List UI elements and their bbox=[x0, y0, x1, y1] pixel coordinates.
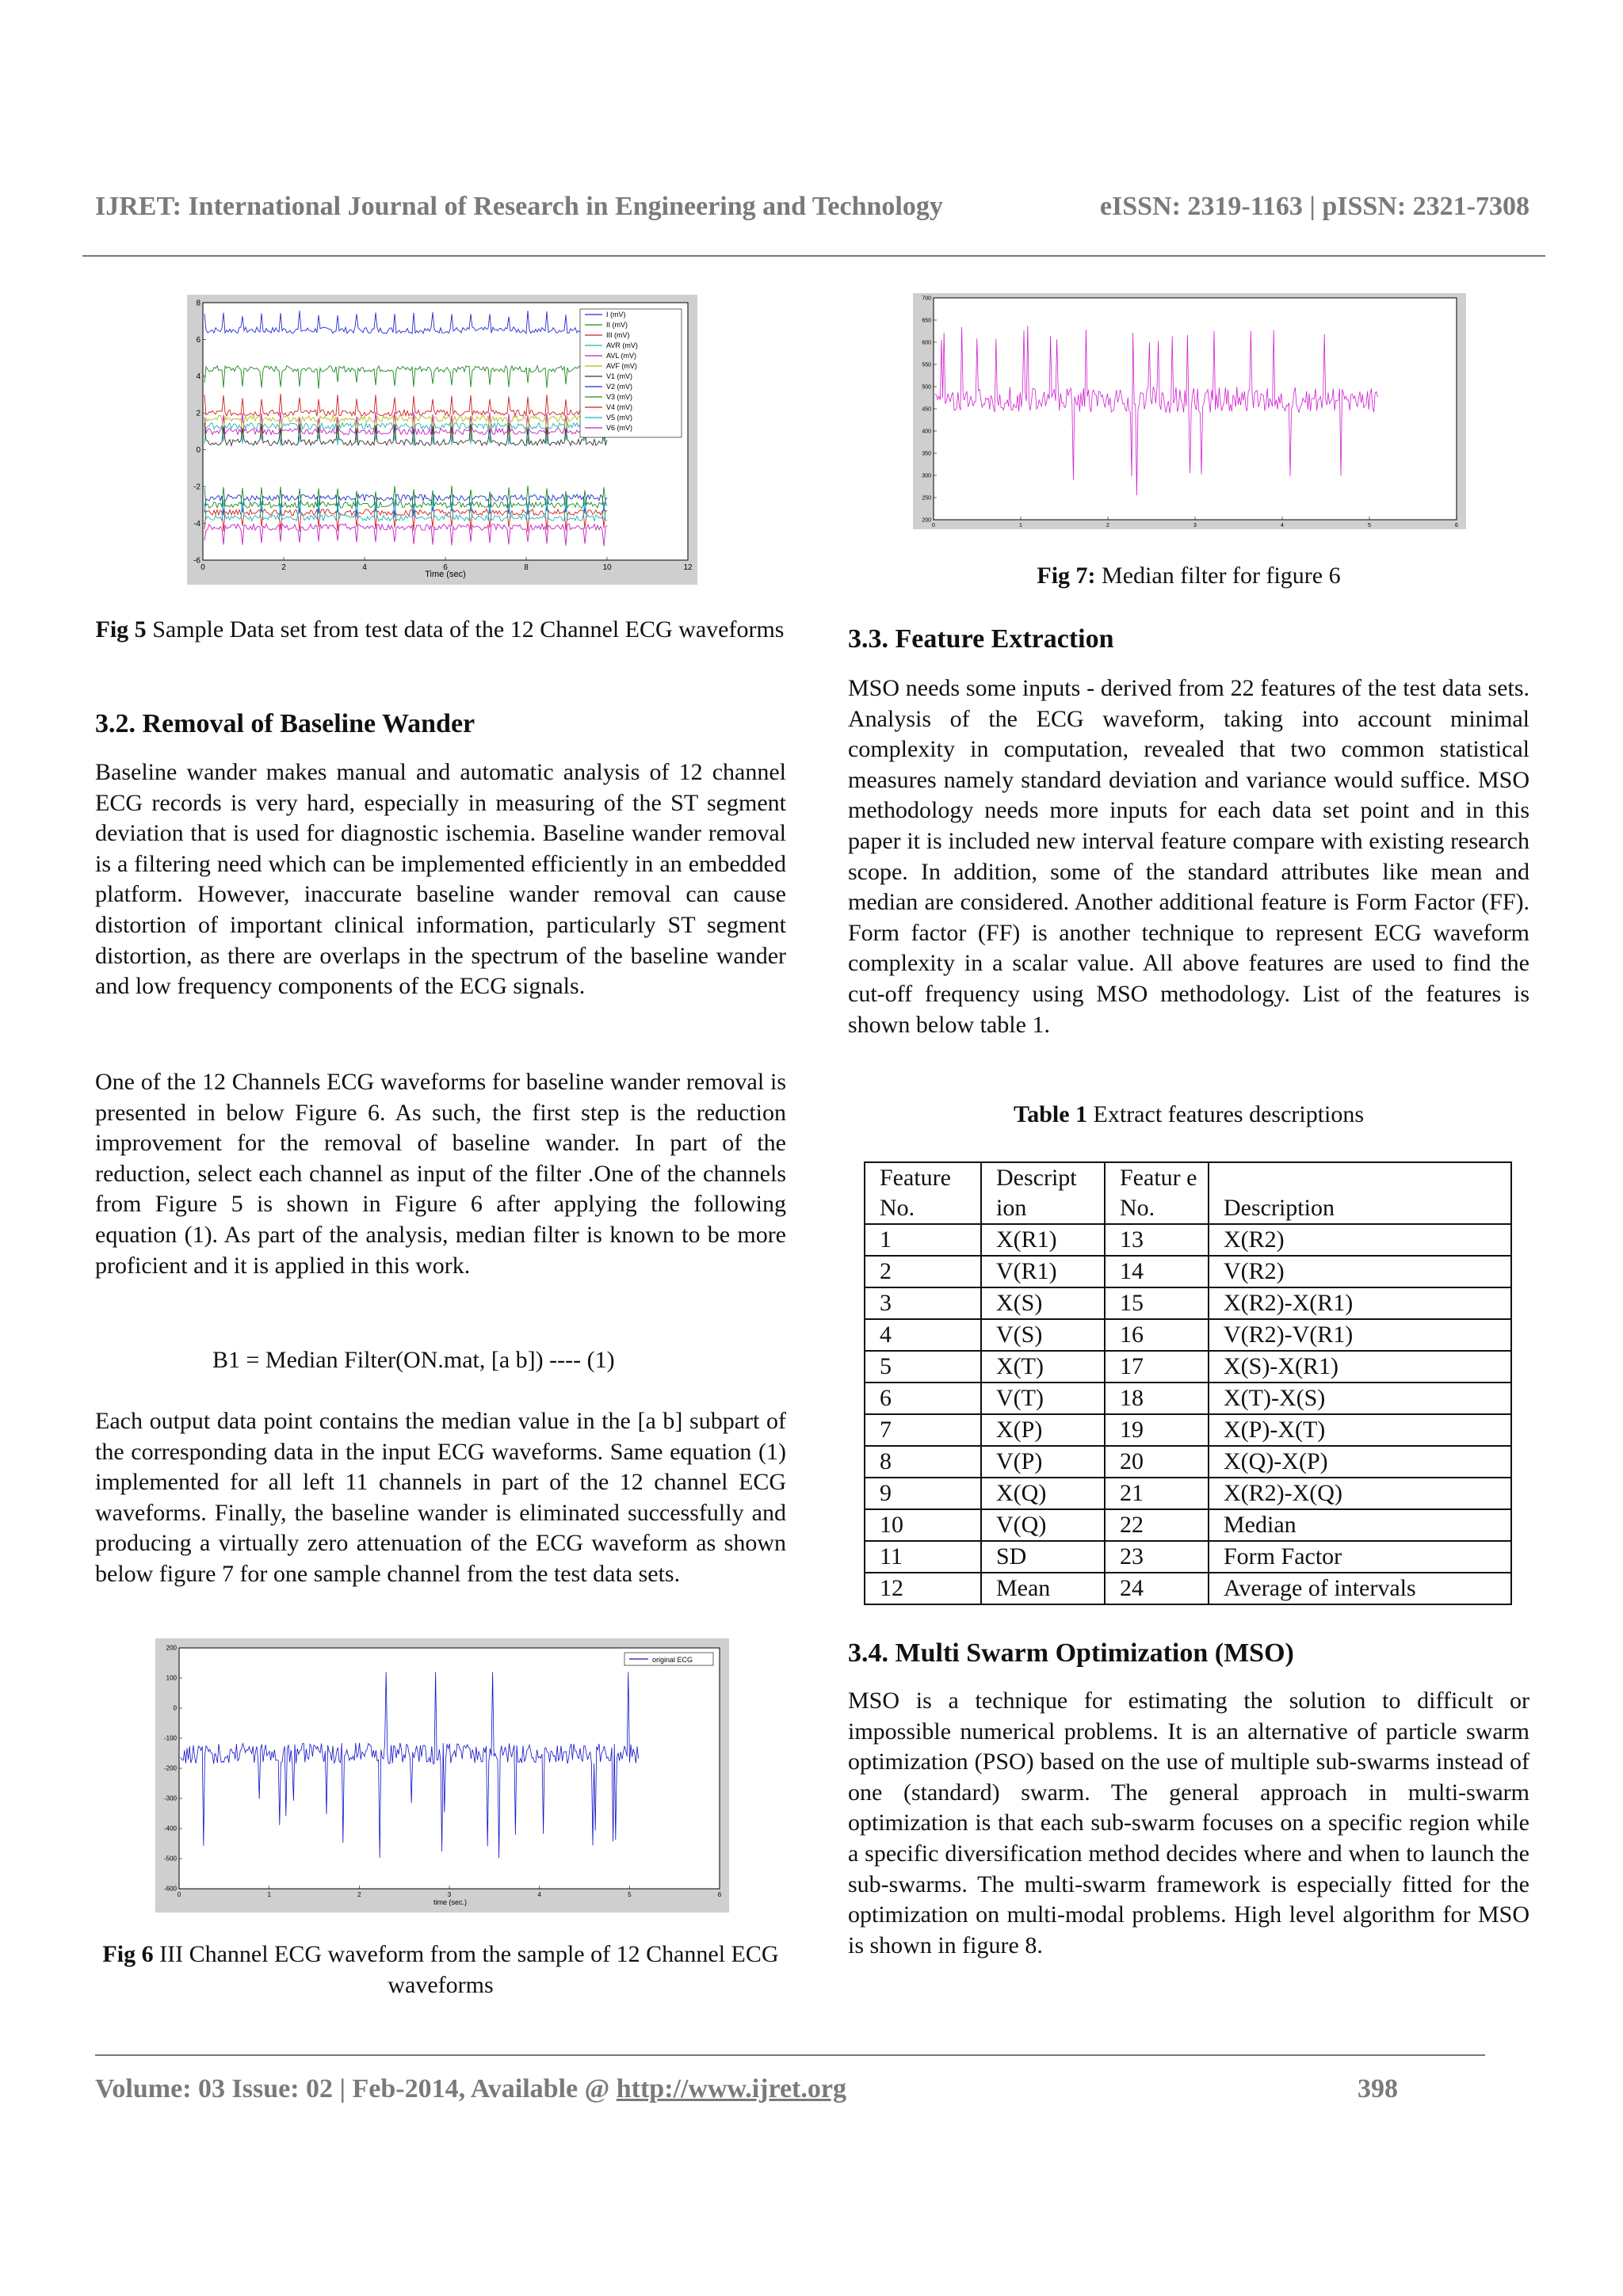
fig5-x-tick-label: 4 bbox=[362, 563, 367, 572]
fig6-x-tick-label: 6 bbox=[717, 1891, 722, 1898]
fig6-x-tick-label: 1 bbox=[267, 1891, 271, 1898]
table-cell: V(R2) bbox=[1209, 1256, 1511, 1287]
table-cell: 4 bbox=[865, 1319, 981, 1351]
fig7-y-tick-label: 350 bbox=[922, 451, 931, 457]
fig5-legend-label: V4 (mV) bbox=[606, 403, 633, 411]
table-row bbox=[865, 1383, 1511, 1414]
fig5-legend-label: II (mV) bbox=[606, 321, 628, 329]
fig7-x-tick-label: 6 bbox=[1455, 523, 1458, 528]
section-3-2-para1: Baseline wander makes manual and automatic analysis of 12 channel ECG records is very hard, especially in measuring of the ST segment deviation that is used for diagnostic ischemia. Baseline wander removal is a filtering need which can be implemented efficiently in an embedded platform. However, inaccurate baseline wander removal can cause distortion of important clinical information, particularly ST segment distortion, as there are overlaps in the spectrum of the baseline wander and low frequency components of the ECG signals. bbox=[95, 759, 786, 1000]
fig7-x-tick-label: 5 bbox=[1368, 523, 1371, 528]
fig7-y-tick-label: 300 bbox=[922, 473, 931, 479]
table-cell: 6 bbox=[865, 1383, 981, 1414]
table-cell: 1 bbox=[865, 1224, 981, 1256]
table-cell: V(T) bbox=[981, 1383, 1105, 1414]
fig7-caption-label: Fig 7: bbox=[1037, 563, 1096, 589]
table-cell: 5 bbox=[865, 1351, 981, 1383]
th-feature-no-2: Featur e No. bbox=[1105, 1162, 1209, 1224]
th-feature-no: Feature No. bbox=[865, 1162, 981, 1224]
fig5-x-tick-label: 0 bbox=[200, 563, 205, 572]
th-description: Descript ion bbox=[981, 1162, 1105, 1224]
table-cell: 3 bbox=[865, 1287, 981, 1319]
fig7-y-tick-label: 650 bbox=[922, 318, 931, 324]
page-number: 398 bbox=[1358, 2074, 1398, 2103]
fig6-y-tick-label: -400 bbox=[163, 1825, 177, 1833]
table-row bbox=[865, 1287, 1511, 1319]
fig7-plot-area bbox=[934, 298, 1457, 520]
fig6-x-tick-label: 2 bbox=[357, 1891, 361, 1898]
table-cell: X(S) bbox=[981, 1287, 1105, 1319]
fig5-x-tick-label: 2 bbox=[281, 563, 286, 572]
fig5-legend-label: V5 (mV) bbox=[606, 414, 633, 421]
fig6-caption bbox=[95, 1939, 786, 2000]
footer-volume: Volume: 03 Issue: 02 | Feb-2014, Available @ bbox=[95, 2074, 617, 2103]
fig7-y-tick-label: 550 bbox=[922, 362, 931, 368]
fig7-y-tick-label: 450 bbox=[922, 406, 931, 413]
th-description-2: Description bbox=[1209, 1162, 1511, 1224]
fig5-caption-text: Sample Data set from test data of the 12 Channel ECG waveforms bbox=[146, 616, 785, 643]
fig7-y-tick-label: 250 bbox=[922, 495, 931, 502]
section-3-2-para3: Each output data point contains the median value in the [a b] subpart of the corresponding data in the input ECG waveforms. Same equation (1) implemented for all left 11 channels in part of the 12 channel ECG waveforms. Finally, the baseline wander is eliminated successfully and producing a virtually zero attenuation of the ECG waveform as shown below figure 7 for one sample channel from the test data sets. bbox=[95, 1408, 786, 1587]
features-table bbox=[864, 1161, 1512, 1605]
footer-rule bbox=[95, 2054, 1485, 2056]
fig5-legend-label: V6 (mV) bbox=[606, 424, 633, 432]
fig5-legend-label: AVL (mV) bbox=[606, 352, 637, 360]
section-3-4-heading: 3.4. Multi Swarm Optimization (MSO) bbox=[848, 1638, 1294, 1668]
table-cell: V(R1) bbox=[981, 1256, 1105, 1287]
figure-6 bbox=[155, 1638, 729, 1913]
table-row bbox=[865, 1509, 1511, 1541]
fig7-y-tick-label: 400 bbox=[922, 429, 931, 435]
table-cell: 19 bbox=[1105, 1414, 1209, 1446]
fig6-y-tick-label: 0 bbox=[173, 1704, 177, 1712]
figure-7 bbox=[913, 293, 1466, 529]
table-row bbox=[865, 1256, 1511, 1287]
fig5-y-tick-label: -4 bbox=[193, 519, 200, 528]
table-cell: X(Q)-X(P) bbox=[1209, 1446, 1511, 1478]
table-row bbox=[865, 1224, 1511, 1256]
table-cell: 21 bbox=[1105, 1478, 1209, 1509]
fig5-y-tick-label: 8 bbox=[196, 299, 200, 308]
equation-1: B1 = Median Filter(ON.mat, [a b]) ---- (1) bbox=[212, 1347, 615, 1373]
fig5-legend-label: V3 (mV) bbox=[606, 393, 633, 401]
fig5-x-tick-label: 8 bbox=[524, 563, 529, 572]
table-cell: X(R1) bbox=[981, 1224, 1105, 1256]
table-cell: X(R2) bbox=[1209, 1224, 1511, 1256]
fig6-xlabel: time (sec.) bbox=[433, 1898, 468, 1906]
table-cell: 24 bbox=[1105, 1573, 1209, 1604]
section-3-3-heading: 3.3. Feature Extraction bbox=[848, 624, 1114, 654]
fig6-y-tick-label: -200 bbox=[163, 1764, 177, 1772]
table-header-row bbox=[865, 1162, 1511, 1224]
table-cell: Form Factor bbox=[1209, 1541, 1511, 1573]
fig5-y-tick-label: -2 bbox=[193, 482, 200, 492]
fig7-x-tick-label: 3 bbox=[1193, 523, 1197, 528]
fig6-y-tick-label: -500 bbox=[163, 1855, 177, 1863]
fig5-chart bbox=[187, 295, 697, 585]
running-header bbox=[95, 192, 1529, 222]
table-cell: 8 bbox=[865, 1446, 981, 1478]
section-3-3-para: MSO needs some inputs - derived from 22 features of the test data sets. Analysis of the ECG waveform, taking into account minimal complexity in computation, revealed that two common statistical measures namely standard deviation and variance would suffice. MSO methodology needs more inputs for each data set point and in this paper it is included new interval feature compare with existing research scope. In addition, some of the standard attributes like mean and median are considered. Another additional feature is Form Factor (FF). Form factor (FF) is another technique to represent ECG waveform complexity in a scalar value. All above features are used to find the cut-off frequency using MSO methodology. List of the features is shown below table 1. bbox=[848, 675, 1529, 1038]
table-cell: 22 bbox=[1105, 1509, 1209, 1541]
fig7-caption-text: Median filter for figure 6 bbox=[1095, 563, 1341, 589]
fig7-y-tick-label: 700 bbox=[922, 296, 931, 302]
section-3-2-heading: 3.2. Removal of Baseline Wander bbox=[95, 709, 475, 738]
fig7-x-tick-label: 1 bbox=[1019, 523, 1022, 528]
fig6-caption-label: Fig 6 bbox=[102, 1941, 154, 1967]
table-cell: SD bbox=[981, 1541, 1105, 1573]
fig6-chart bbox=[155, 1638, 729, 1913]
table-cell: 11 bbox=[865, 1541, 981, 1573]
table-cell: 7 bbox=[865, 1414, 981, 1446]
fig7-caption bbox=[856, 560, 1522, 591]
fig5-legend-label: AVF (mV) bbox=[606, 362, 637, 370]
fig6-y-tick-label: -100 bbox=[163, 1734, 177, 1742]
table-cell: X(Q) bbox=[981, 1478, 1105, 1509]
fig5-y-tick-label: 0 bbox=[196, 446, 200, 456]
fig6-x-tick-label: 3 bbox=[447, 1891, 452, 1898]
table-cell: X(T)-X(S) bbox=[1209, 1383, 1511, 1414]
table-cell: 2 bbox=[865, 1256, 981, 1287]
fig5-caption-label: Fig 5 bbox=[95, 616, 147, 643]
fig7-chart bbox=[913, 293, 1466, 529]
table-row bbox=[865, 1446, 1511, 1478]
running-footer bbox=[95, 2074, 1403, 2104]
table-cell: 20 bbox=[1105, 1446, 1209, 1478]
table-row bbox=[865, 1414, 1511, 1446]
table-cell: 9 bbox=[865, 1478, 981, 1509]
issn: eISSN: 2319-1163 | pISSN: 2321-7308 bbox=[1099, 192, 1529, 221]
table-cell: 23 bbox=[1105, 1541, 1209, 1573]
table-cell: X(P)-X(T) bbox=[1209, 1414, 1511, 1446]
fig6-y-tick-label: 200 bbox=[166, 1644, 177, 1652]
fig7-y-tick-label: 600 bbox=[922, 340, 931, 346]
table1-caption-text: Extract features descriptions bbox=[1087, 1101, 1365, 1127]
section-3-2-para2: One of the 12 Channels ECG waveforms for baseline wander removal is presented in below Figure 6. As such, the first step is the reduction improvement for the removal of baseline wander. In part of the reduction, select each channel as input of the filter .One of the channels from Figure 5 is shown in Figure 6 after applying the following equation (1). As part of the analysis, median filter is known to be more proficient and it is applied in this work. bbox=[95, 1069, 786, 1279]
fig7-x-tick-label: 0 bbox=[932, 523, 935, 528]
table-row bbox=[865, 1351, 1511, 1383]
fig5-y-tick-label: 6 bbox=[196, 335, 200, 345]
header-rule bbox=[82, 255, 1545, 257]
table-cell: 17 bbox=[1105, 1351, 1209, 1383]
table-cell: X(R2)-X(Q) bbox=[1209, 1478, 1511, 1509]
table-row bbox=[865, 1541, 1511, 1573]
fig6-x-tick-label: 5 bbox=[628, 1891, 632, 1898]
table-cell: Median bbox=[1209, 1509, 1511, 1541]
figure-5 bbox=[187, 295, 697, 585]
fig6-y-tick-label: -300 bbox=[163, 1794, 177, 1802]
table-cell: 16 bbox=[1105, 1319, 1209, 1351]
table-cell: X(R2)-X(R1) bbox=[1209, 1287, 1511, 1319]
table-cell: 15 bbox=[1105, 1287, 1209, 1319]
table-cell: V(S) bbox=[981, 1319, 1105, 1351]
fig6-x-tick-label: 4 bbox=[537, 1891, 541, 1898]
table-cell: V(P) bbox=[981, 1446, 1105, 1478]
fig6-caption-text: III Channel ECG waveform from the sample of 12 Channel ECG waveforms bbox=[153, 1941, 779, 1998]
fig7-x-tick-label: 4 bbox=[1281, 523, 1284, 528]
fig7-x-tick-label: 2 bbox=[1106, 523, 1109, 528]
table-cell: V(R2)-V(R1) bbox=[1209, 1319, 1511, 1351]
fig5-y-tick-label: 4 bbox=[196, 372, 200, 382]
table-cell: 13 bbox=[1105, 1224, 1209, 1256]
fig5-caption bbox=[95, 614, 785, 645]
fig5-legend-label: V2 (mV) bbox=[606, 383, 633, 391]
table-cell: X(S)-X(R1) bbox=[1209, 1351, 1511, 1383]
table-cell: 12 bbox=[865, 1573, 981, 1604]
fig6-y-tick-label: -600 bbox=[163, 1885, 177, 1893]
table-row bbox=[865, 1573, 1511, 1604]
table-cell: X(T) bbox=[981, 1351, 1105, 1383]
table-row bbox=[865, 1319, 1511, 1351]
table-cell: 18 bbox=[1105, 1383, 1209, 1414]
fig5-x-tick-label: 6 bbox=[443, 563, 448, 572]
fig6-x-tick-label: 0 bbox=[177, 1891, 181, 1898]
table1-caption-label: Table 1 bbox=[1013, 1101, 1088, 1127]
fig7-y-tick-label: 500 bbox=[922, 384, 931, 391]
table-cell: 10 bbox=[865, 1509, 981, 1541]
fig5-legend-label: V1 (mV) bbox=[606, 372, 633, 380]
fig7-y-tick-label: 200 bbox=[922, 517, 931, 524]
fig5-xlabel: Time (sec) bbox=[425, 570, 466, 579]
footer-link[interactable]: http://www.ijret.org bbox=[616, 2074, 846, 2103]
fig5-legend-label: AVR (mV) bbox=[606, 341, 638, 349]
table-cell: V(Q) bbox=[981, 1509, 1105, 1541]
table-cell: X(P) bbox=[981, 1414, 1105, 1446]
fig5-legend-label: I (mV) bbox=[606, 311, 626, 318]
fig5-legend-label: III (mV) bbox=[606, 331, 630, 339]
fig6-legend-label: original ECG bbox=[652, 1656, 693, 1664]
table-cell: 14 bbox=[1105, 1256, 1209, 1287]
fig5-x-tick-label: 10 bbox=[602, 563, 612, 572]
table-row bbox=[865, 1478, 1511, 1509]
journal-title: IJRET: International Journal of Research in Engineering and Technology bbox=[95, 192, 943, 221]
fig5-y-tick-label: 2 bbox=[196, 409, 200, 418]
fig5-x-tick-label: 12 bbox=[683, 563, 693, 572]
section-3-4-para: MSO is a technique for estimating the solution to difficult or impossible numerical problems. It is an alternative of particle swarm optimization (PSO) based on the use of multiple sub-swarms instead of one (standard) swarm. The general approach in multi-swarm optimization is that each sub-swarm focuses on a specific region while a specific diversification method decides where and when to launch the sub-swarms. The multi-swarm framework is especially fitted for the optimization on multi-modal problems. High level algorithm for MSO is shown in figure 8. bbox=[848, 1688, 1529, 1958]
fig6-y-tick-label: 100 bbox=[166, 1674, 177, 1682]
table1-caption bbox=[856, 1099, 1522, 1130]
table-cell: Mean bbox=[981, 1573, 1105, 1604]
table-cell: Average of intervals bbox=[1209, 1573, 1511, 1604]
fig5-y-tick-label: -6 bbox=[193, 556, 200, 566]
